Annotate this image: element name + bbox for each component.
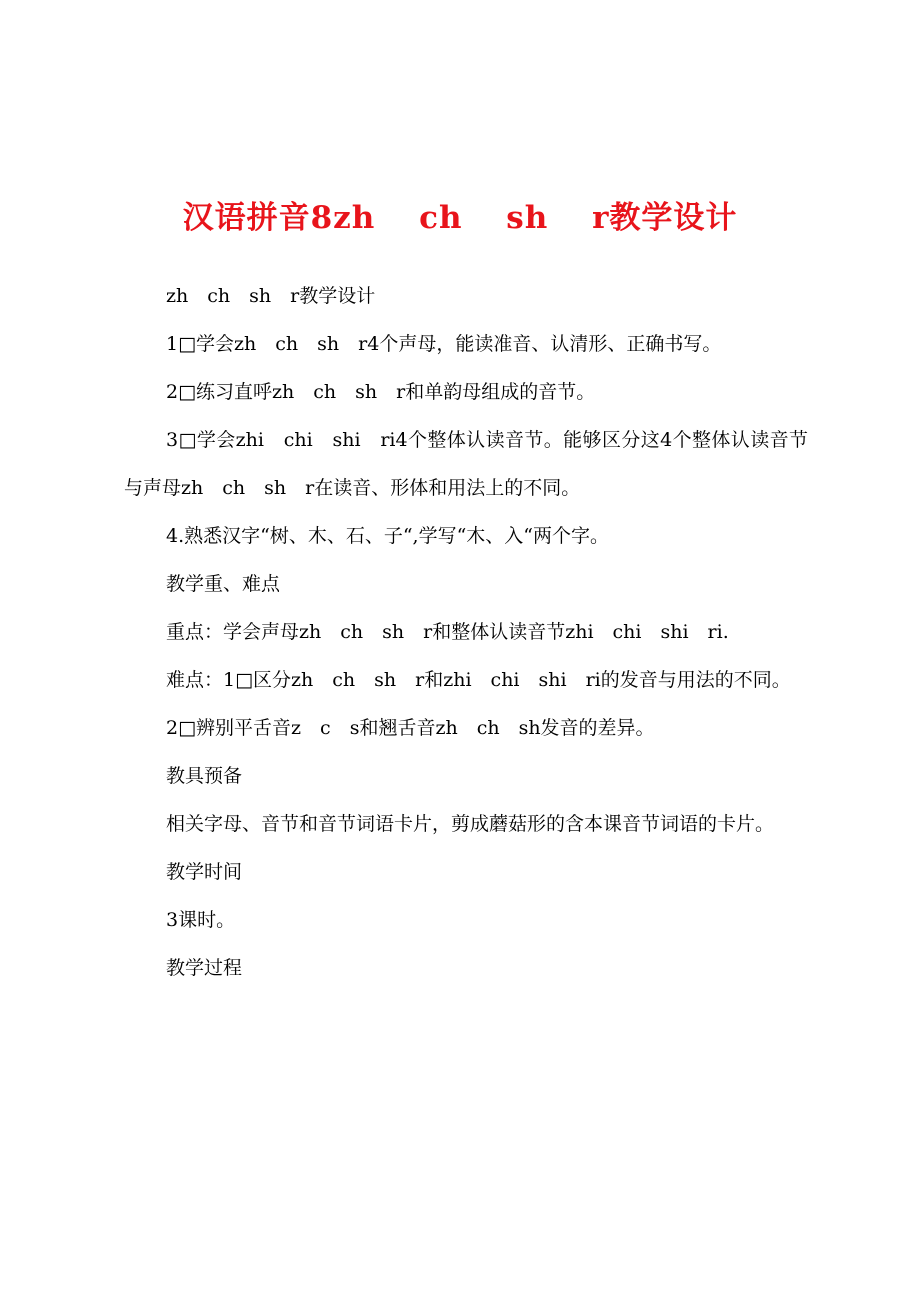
paragraph-difficulty-2: 2□辨别平舌音z c s和翘舌音zh ch sh发音的差异。 xyxy=(166,717,655,739)
paragraph-objective-4: 4.熟悉汉字“树、木、石、子“,学写“木、入“两个字。 xyxy=(166,525,610,547)
document-title: 汉语拼音8zh ch sh r教学设计 xyxy=(182,200,738,236)
section-heading-materials: 教具预备 xyxy=(166,765,243,787)
paragraph-time: 3课时。 xyxy=(166,909,236,931)
paragraph-difficulty-1: 难点：1□区分zh ch sh r和zhi chi shi ri的发音与用法的不同。 xyxy=(166,669,791,691)
section-heading-process: 教学过程 xyxy=(166,957,243,979)
section-heading-key-points: 教学重、难点 xyxy=(166,573,281,595)
paragraph-materials: 相关字母、音节和音节词语卡片，剪成蘑菇形的含本课音节词语的卡片。 xyxy=(166,813,775,835)
paragraph-objective-1: 1□学会zh ch sh r4个声母，能读准音、认清形、正确书写。 xyxy=(166,333,722,355)
paragraph-objective-2: 2□练习直呼zh ch sh r和单韵母组成的音节。 xyxy=(166,381,596,403)
document-body xyxy=(124,272,808,992)
paragraph-key-point: 重点：学会声母zh ch sh r和整体认读音节zhi chi shi ri. xyxy=(166,621,729,643)
paragraph-objective-3: 3□学会zhi chi shi ri4个整体认读音节。能够区分这4个整体认读音节与声母zh ch sh r在读音、形体和用法上的不同。 xyxy=(124,429,808,499)
paragraph-heading: zh ch sh r教学设计 xyxy=(166,285,376,307)
section-heading-time: 教学时间 xyxy=(166,861,243,883)
